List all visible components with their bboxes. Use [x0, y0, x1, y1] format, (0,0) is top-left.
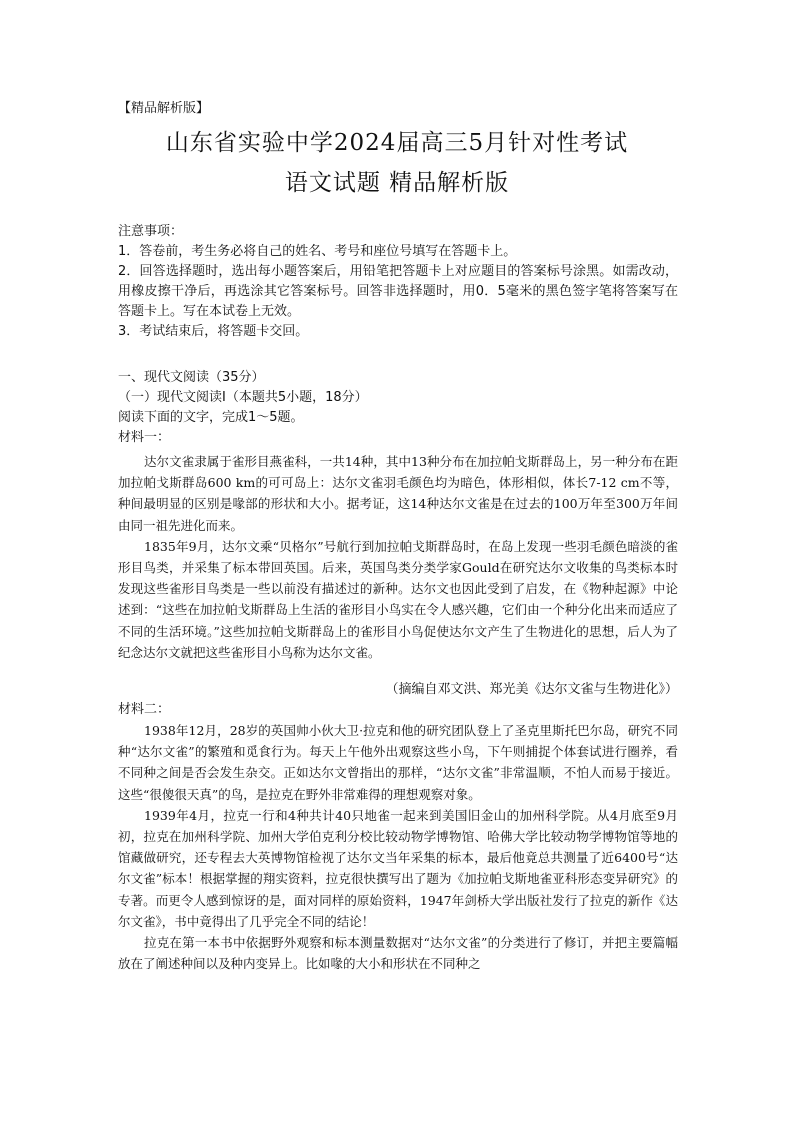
page-title: 山东省实验中学2024届高三5月针对性考试 [165, 130, 629, 156]
material1-paragraph: 达尔文雀隶属于雀形目燕雀科，一共14种，其中13种分布在加拉帕戈斯群岛上，另一种分布在距加拉帕戈斯群岛600 km的可可岛上：达尔文雀羽毛颜色均为暗色，体形相似，体长7-12 cm不等，种间最明显的区别是喙部的形状和大小。据考证，这14种达尔文雀是在过去的100万年至300万年间由同一祖先进化而来。 [118, 454, 678, 533]
notice-heading: 注意事项： [118, 224, 184, 239]
material1-source: （摘编自邓文洪、郑光美《达尔文雀与生物进化》） [385, 682, 678, 697]
material2-label: 材料二： [118, 702, 171, 717]
material1-block [118, 451, 678, 663]
material1-paragraph: 1835年9月，达尔文乘“贝格尔”号航行到加拉帕戈斯群岛时，在岛上发现一些羽毛颜色暗淡的雀形目鸟类，并采集了标本带回英国。后来，英国鸟类分类学家Gould在研究达尔文收集的鸟类标本时发现这些雀形目鸟类是一些以前没有描述过的新种。达尔文也因此受到了启发，在《物种起源》中论述到：“这些在加拉帕戈斯群岛上生活的雀形目小鸟实在令人感兴趣，它们由一个种分化出来而适应了不同的生活环境。”这些加拉帕戈斯群岛上的雀形目小鸟促使达尔文产生了生物进化的思想，后人为了纪念达尔文就把这些雀形目小鸟称为达尔文雀。 [118, 538, 678, 660]
notice-block [118, 222, 678, 342]
notice-item-2: 2．回答选择题时，选出每小题答案后，用铅笔把答题卡上对应题目的答案标号涂黑。如需改动，用橡皮擦干净后，再选涂其它答案标号。回答非选择题时，用0．5毫米的黑色签字笔将答案写在答题卡上。写在本试卷上无效。 [118, 264, 678, 319]
material2-paragraph: 1939年4月，拉克一行和4种共计40只地雀一起来到美国旧金山的加州科学院。从4月底至9月初，拉克在加州科学院、加州大学伯克利分校比较动物学博物馆、哈佛大学比较动物学博物馆等地的馆藏做研究，还专程去大英博物馆检视了达尔文当年采集的标本，最后他竟总共测量了近6400号“达尔文雀”标本！根据掌握的翔实资料，拉克很快撰写出了题为《加拉帕戈斯地雀亚科形态变异研究》的专著。而更令人感到惊讶的是，面对同样的原始资料，1947年剑桥大学出版社发行了拉克的新作《达尔文雀》，书中竟得出了几乎完全不同的结论！ [118, 807, 678, 929]
material1-source-block [118, 680, 678, 720]
material1-label: 材料一： [118, 430, 171, 445]
material2-paragraph: 拉克在第一本书中依据野外观察和标本测量数据对“达尔文雀”的分类进行了修订，并把主要篇幅放在了阐述种间以及种内变异上。比如喙的大小和形状在不同种之 [118, 935, 678, 972]
edition-tag: 【精品解析版】 [118, 101, 210, 116]
section-header-block [118, 368, 678, 448]
material2-block [118, 720, 678, 974]
section-heading: 一、现代文阅读（35分） [118, 370, 265, 385]
notice-item-1: 1．答卷前，考生务必将自己的姓名、考号和座位号填写在答题卡上。 [118, 244, 517, 259]
page-subtitle: 语文试题 精品解析版 [284, 170, 510, 196]
reading-instruction: 阅读下面的文字，完成1～5题。 [118, 410, 304, 425]
material2-paragraph: 1938年12月，28岁的英国帅小伙大卫·拉克和他的研究团队登上了圣克里斯托巴尔岛，研究不同种“达尔文雀”的繁殖和觅食行为。每天上午他外出观察这些小鸟，下午则捕捉个体套试进行圈养，看不同种之间是否会发生杂交。正如达尔文曾指出的那样，“达尔文雀”非常温顺，不怕人而易于接近。这些“很傻很天真”的鸟，是拉克在野外非常难得的理想观察对象。 [118, 723, 678, 802]
notice-item-3: 3．考试结束后，将答题卡交回。 [118, 324, 309, 339]
section-subheading: （一）现代文阅读Ⅰ（本题共5小题，18分） [118, 390, 368, 405]
